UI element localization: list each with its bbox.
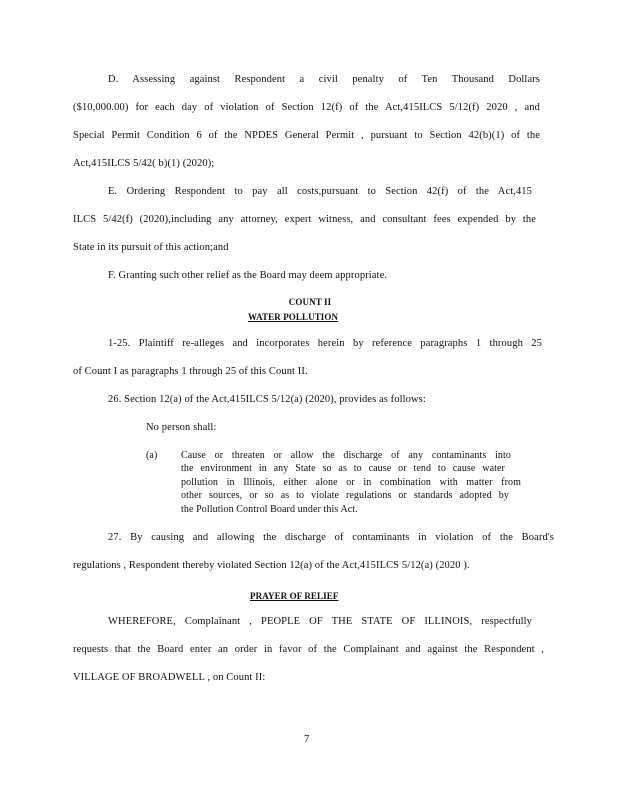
para-d-line-3: Special Permit Condition 6 of the NPDES General Permit , pursuant to Section 42(b)(1) of the <box>73 130 540 141</box>
para-e-line-2: ILCS 5/42(f) (2020),including any attorney, expert witness, and consultant fees expended by the <box>73 214 536 225</box>
prayer-heading: PRAYER OF RELIEF <box>250 591 339 601</box>
para-f: F. Granting such other relief as the Board may deem appropriate. <box>108 270 388 281</box>
para-26-intro: 26. Section 12(a) of the Act,415ILCS 5/12(a) (2020), provides as follows: <box>108 394 426 405</box>
para-26-item-label: (a) <box>146 450 158 461</box>
para-27-line-2: regulations , Respondent thereby violated Section 12(a) of the Act,415ILCS 5/12(a) (2020 ). <box>73 560 470 571</box>
para-d-line-2: ($10,000.00) for each day of violation of Section 12(f) of the Act,415ILCS 5/12(f) 2020 , and <box>73 102 540 113</box>
quote-line-1: Cause or threaten or allow the discharge of any contaminants into <box>181 450 511 461</box>
para-1-25-line-1: 1-25. Plaintiff re-alleges and incorporates herein by reference paragraphs 1 through 25 <box>108 338 542 349</box>
count-heading-title: COUNT II <box>288 297 332 307</box>
para-27-line-1: 27. By causing and allowing the discharge of contaminants in violation of the Board's <box>108 532 554 543</box>
wherefore-line-1: WHEREFORE, Complainant , PEOPLE OF THE STATE OF ILLINOIS, respectfully <box>108 616 532 627</box>
wherefore-line-3: VILLAGE OF BROADWELL , on Count II: <box>73 672 266 683</box>
para-e-line-1: E. Ordering Respondent to pay all costs,pursuant to Section 42(f) of the Act,415 <box>108 186 532 197</box>
quote-line-4: other sources, or so as to violate regulations or standards adopted by <box>181 490 509 501</box>
quote-line-3: pollution in Illinois, either alone or in combination with matter from <box>181 477 521 488</box>
para-d-line-1: D. Assessing against Respondent a civil penalty of Ten Thousand Dollars <box>108 74 540 85</box>
para-26-no-person: No person shall: <box>146 422 217 433</box>
para-1-25-line-2: of Count I as paragraphs 1 through 25 of this Count II. <box>73 366 308 377</box>
para-d-line-4: Act,415ILCS 5/42( b)(1) (2020); <box>73 158 215 169</box>
quote-line-5: the Pollution Control Board under this Act. <box>181 504 358 515</box>
quote-line-2: the environment in any State so as to cause or tend to cause water <box>181 463 505 474</box>
page-number: 7 <box>304 734 310 745</box>
count-heading-subtitle: WATER POLLUTION <box>248 312 339 322</box>
wherefore-line-2: requests that the Board enter an order in favor of the Complainant and against the Respondent , <box>73 644 544 655</box>
para-e-line-3: State in its pursuit of this action;and <box>73 242 229 253</box>
